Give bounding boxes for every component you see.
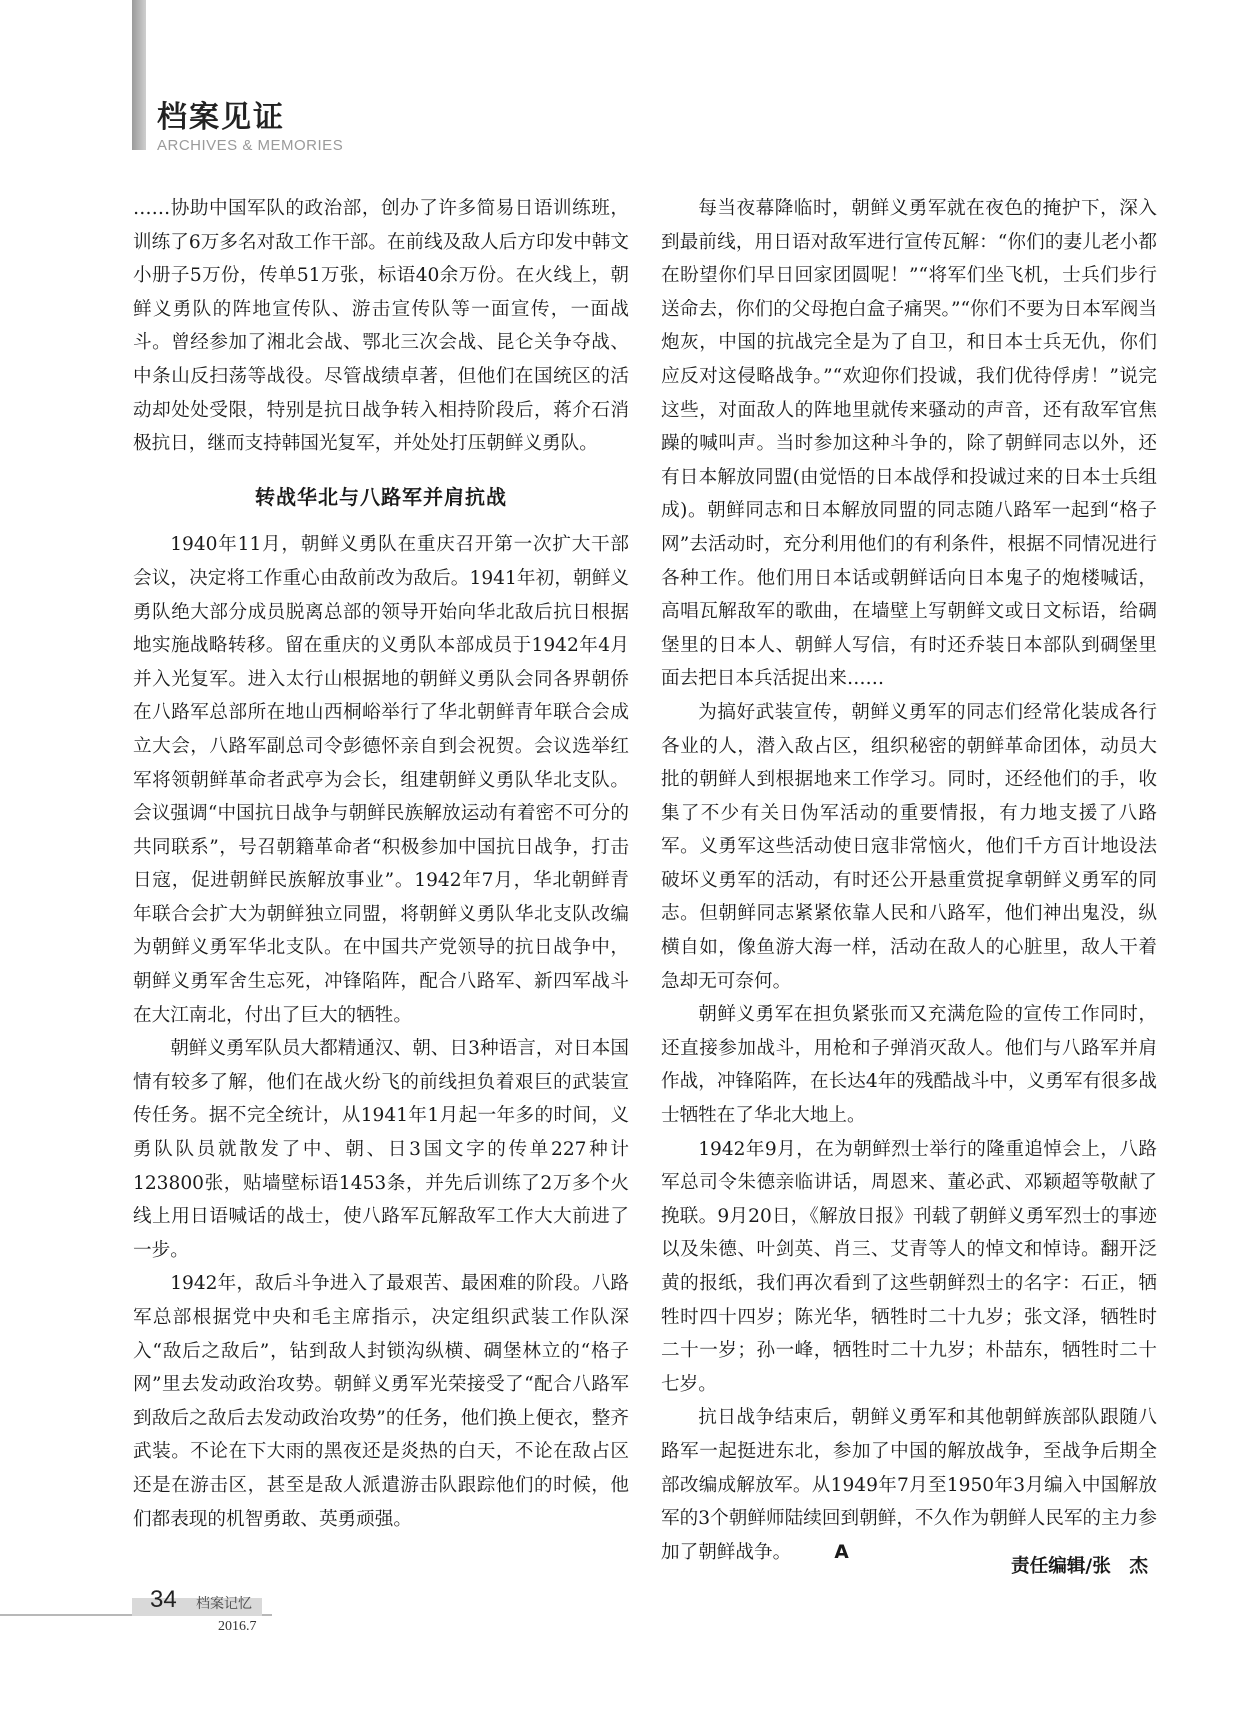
paragraph: ……协助中国军队的政治部，创办了许多简易日语训练班，训练了6万多名对敌工作干部。在前线及敌人后方印发中韩文小册子5万份，传单51万张，标语40余万份。在火线上，朝鲜义勇队的阵地宣传队、游击宣传队等一面宣传，一面战斗。曾经参加了湘北会战、鄂北三次会战、昆仑关争夺战、中条山反扫荡等战役。尽管战绩卓著，但他们在国统区的活动却处处受限，特别是抗日战争转入相持阶段后，蒋介石消极抗日，继而支持韩国光复军，并处处打压朝鲜义勇队。 <box>133 198 629 455</box>
issue-date: 2016.7 <box>218 1619 257 1634</box>
end-mark-icon: A <box>834 1541 849 1563</box>
section-heading: 转战华北与八路军并肩抗战 <box>255 484 507 509</box>
section-subtitle: ARCHIVES & MEMORIES <box>157 137 344 154</box>
paragraph: 为搞好武装宣传，朝鲜义勇军的同志们经常化装成各行各业的人，潜入敌占区，组织秘密的朝鲜革命团体，动员大批的朝鲜人到根据地来工作学习。同时，还经他们的手，收集了不少有关日伪军活动的重要情报，有力地支援了八路军。义勇军这些活动使日寇非常恼火，他们千方百计地设法破坏义勇军的活动，有时还公开悬重赏捉拿朝鲜义勇军的同志。但朝鲜同志紧紧依靠人民和八路军，他们神出鬼没，纵横自如，像鱼游大海一样，活动在敌人的心脏里，敌人干着急却无可奈何。 <box>661 701 1157 992</box>
page-number: 34 <box>150 1586 177 1613</box>
paragraph: 朝鲜义勇军在担负紧张而又充满危险的宣传工作同时，还直接参加战斗，用枪和子弹消灭敌人。他们与八路军并肩作战，冲锋陷阵，在长达4年的残酷战斗中，义勇军有很多战士牺牲在了华北大地上。 <box>661 1004 1157 1127</box>
left-column <box>133 192 629 1536</box>
paragraph: 每当夜幕降临时，朝鲜义勇军就在夜色的掩护下，深入到最前线，用日语对敌军进行宣传瓦解：“你们的妻儿老小都在盼望你们早日回家团圆呢！”“将军们坐飞机，士兵们步行送命去，你们的父母抱白盒子痛哭。”“你们不要为日本军阀当炮灰，中国的抗战完全是为了自卫，和日本士兵无仇，你们应反对这侵略战争。”“欢迎你们投诚，我们优待俘虏！”说完这些，对面敌人的阵地里就传来骚动的声音，还有敌军官焦躁的喊叫声。当时参加这种斗争的，除了朝鲜同志以外，还有日本解放同盟(由觉悟的日本战俘和投诚过来的日本士兵组成)。朝鲜同志和日本解放同盟的同志随八路军一起到“格子网”去活动时，充分利用他们的有利条件，根据不同情况进行各种工作。他们用日本话或朝鲜话向日本鬼子的炮楼喊话，高唱瓦解敌军的歌曲，在墙壁上写朝鲜文或日文标语，给碉堡里的日本人、朝鲜人写信，有时还乔装日本部队到碉堡里面去把日本兵活捉出来…… <box>661 198 1157 690</box>
paragraph: 朝鲜义勇军队员大都精通汉、朝、日3种语言，对日本国情有较多了解，他们在战火纷飞的前线担负着艰巨的武装宣传任务。据不完全统计，从1941年1月起一年多的时间，义勇队队员就散发了中、朝、日3国文字的传单227种计123800张，贴墙壁标语1453条，并先后训练了2万多个火线上用日语喊话的战士，使八路军瓦解敌军工作大大前进了一步。 <box>133 1038 629 1261</box>
paragraph: 1942年，敌后斗争进入了最艰苦、最困难的阶段。八路军总部根据党中央和毛主席指示，决定组织武装工作队深入“敌后之敌后”，钻到敌人封锁沟纵横、碉堡林立的“格子网”里去发动政治攻势。朝鲜义勇军光荣接受了“配合八路军到敌后之敌后去发动政治攻势”的任务，他们换上便衣，整齐武装。不论在下大雨的黑夜还是炎热的白天，不论在敌占区还是在游击区，甚至是敌人派遣游击队跟踪他们的时候，他们都表现的机智勇敢、英勇顽强。 <box>133 1273 629 1530</box>
paragraph <box>661 1401 1157 1569</box>
header-accent-bar <box>132 0 146 150</box>
magazine-name: 档案记忆 <box>196 1596 252 1612</box>
paragraph: 1942年9月，在为朝鲜烈士举行的隆重追悼会上，八路军总司令朱德亲临讲话，周恩来、董必武、邓颖超等敬献了挽联。9月20日，《解放日报》刊载了朝鲜义勇军烈士的事迹以及朱德、叶剑英、肖三、艾青等人的悼文和悼诗。翻开泛黄的报纸，我们再次看到了这些朝鲜烈士的名字：石正，牺牲时四十四岁；陈光华，牺牲时二十九岁；张文泽，牺牲时二十一岁；孙一峰，牺牲时二十九岁；朴喆东，牺牲时二十七岁。 <box>661 1138 1157 1395</box>
right-column <box>661 192 1157 1569</box>
paragraph-text: 抗日战争结束后，朝鲜义勇军和其他朝鲜族部队跟随八路军一起挺进东北，参加了中国的解放战争，至战争后期全部改编成解放军。从1949年7月至1950年3月编入中国解放军的3个朝鲜师陆续回到朝鲜，不久作为朝鲜人民军的主力参加了朝鲜战争。 <box>661 1407 1157 1563</box>
paragraph: 1940年11月，朝鲜义勇队在重庆召开第一次扩大干部会议，决定将工作重心由敌前改为敌后。1941年初，朝鲜义勇队绝大部分成员脱离总部的领导开始向华北敌后抗日根据地实施战略转移。留在重庆的义勇队本部成员于1942年4月并入光复军。进入太行山根据地的朝鲜义勇队会同各界朝侨在八路军总部所在地山西桐峪举行了华北朝鲜青年联合会成立大会，八路军副总司令彭德怀亲自到会祝贺。会议选举红军将领朝鲜革命者武亭为会长，组建朝鲜义勇队华北支队。会议强调“中国抗日战争与朝鲜民族解放运动有着密不可分的共同联系”，号召朝籍革命者“积极参加中国抗日战争，打击日寇，促进朝鲜民族解放事业”。1942年7月，华北朝鲜青年联合会扩大为朝鲜独立同盟，将朝鲜义勇队华北支队改编为朝鲜义勇军华北支队。在中国共产党领导的抗日战争中，朝鲜义勇军舍生忘死，冲锋陷阵，配合八路军、新四军战斗在大江南北，付出了巨大的牺牲。 <box>133 534 629 1026</box>
editor-credit: 责任编辑/张 杰 <box>1011 1556 1148 1577</box>
section-title: 档案见证 <box>157 100 285 135</box>
